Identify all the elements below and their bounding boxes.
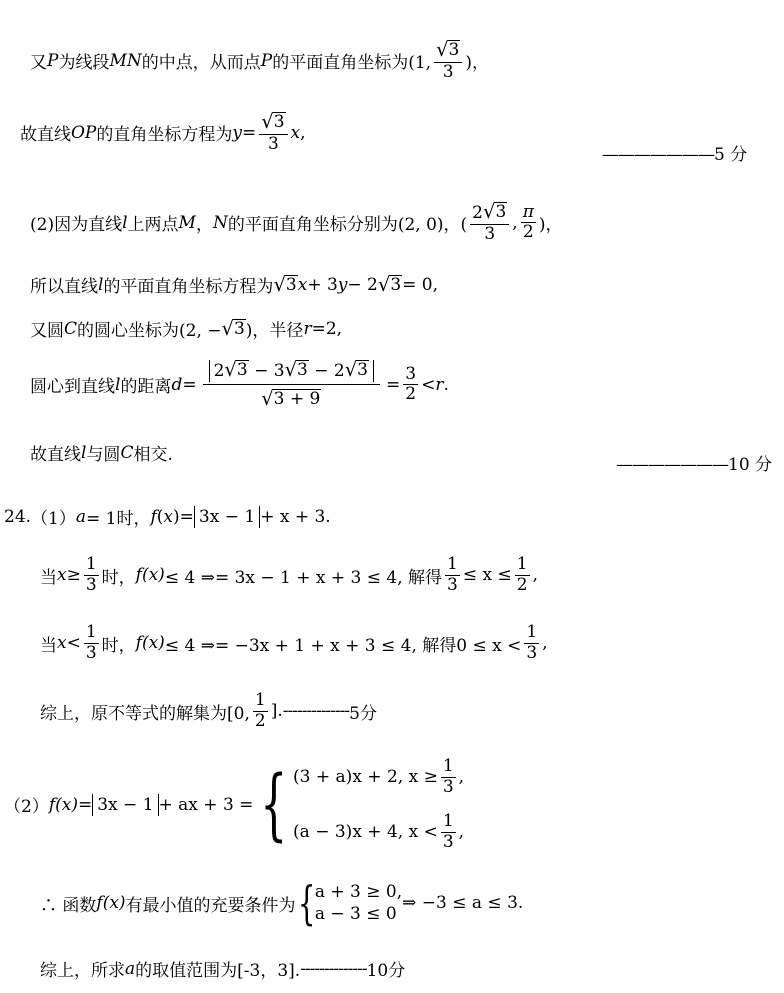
line-conclusion: 故直线 l 与圆 C 相交.	[30, 442, 173, 465]
line-points-mn: (2)因为直线 l 上两点 M ， N 的平面直角坐标分别为(2, 0)，( 2 √ 3 3 , π 2 )，	[30, 200, 563, 244]
case-x-ge-one-third: 当 x ≥ $\frac{1}{3}$ 时， f(x) ≤ 4 ⇒= 3x − 1 + x + 3 ≤ 4, 解得 $\frac{1}{3}$ ≤ x ≤ $\frac{1}{2}$ ,	[40, 554, 538, 595]
fraction-2sqrt3-over-3: 2 √ 3 3	[470, 202, 509, 244]
score-marker: ———————10 分	[616, 455, 773, 475]
line-distance: 圆心到直线 l 的距离 d = 2 √ 3 − 3 √ 3 − 2 √ 3 √ 3 + 9 = $\frac{3}{2}$ < r .	[30, 358, 449, 411]
summary-range-a: 综上，所求 a 的取值范围为[-3，3]. -------------- 10分	[40, 958, 406, 981]
left-brace: {	[260, 759, 288, 850]
distance-fraction: 2 √ 3 − 3 √ 3 − 2 √ 3 √ 3 + 9	[203, 360, 380, 410]
line-op-equation: 故直线 OP 的直角坐标方程为 y = √ 3 3 x ,	[20, 110, 306, 154]
condition-cases: a + 3 ≥ 0, a − 3 ≤ 0	[314, 882, 403, 924]
score-marker: ———————5 分	[602, 145, 748, 165]
fraction-pi-over-2: π 2	[522, 201, 534, 243]
line-midpoint: 又 P 为线段 MN 的中点，从而点 P 的平面直角坐标为(1, √ 3 3 )，	[30, 38, 489, 82]
piecewise-cases: (3 + a)x + 2, x ≥ $\frac{1}{3}$ , (a − 3)x + 4, x < 1 3 ,	[293, 756, 465, 852]
summary-solution-set: 综上，原不等式的解集为[0, 1 2 ]. -------------- 5分	[40, 690, 377, 731]
min-value-condition: ∴ 函数 f(x) 有最小值的充要条件为 { a + 3 ≥ 0, a − 3 ≤ 0 ⇒ −3 ≤ a ≤ 3.	[40, 876, 524, 930]
case-x-lt-one-third: 当 x < 1 3 时， f(x) ≤ 4 ⇒= −3x + 1 + x + 3 ≤ 4, 解得0 ≤ x < 1 3 ,	[40, 622, 548, 663]
fraction-sqrt3-over-3: √ 3 3	[434, 40, 462, 82]
line-l-equation: 所以直线 l 的平面直角坐标方程为 √ 3 x + 3 y − 2 √ 3 = 0,	[30, 272, 439, 297]
fraction-sqrt3-over-3: √ 3 3	[259, 112, 287, 154]
q24-part1-heading: 24. （1） a = 1时， f ( x ) = 3x − 1 + x + 3.	[4, 506, 331, 529]
part2-piecewise: （2） f(x) = 3x − 1 + ax + 3 = { (3 + a)x + 2, x ≥ $\frac{1}{3}$ , (a − 3)x + 4, x < 1 3 ,	[4, 756, 465, 852]
left-brace: {	[297, 876, 315, 930]
fraction-3-over-2: $\frac{3}{2}$	[405, 363, 417, 405]
line-circle-center: 又圆 C 的圆心坐标为(2, − √ 3 )，半径 r =2,	[30, 316, 343, 341]
